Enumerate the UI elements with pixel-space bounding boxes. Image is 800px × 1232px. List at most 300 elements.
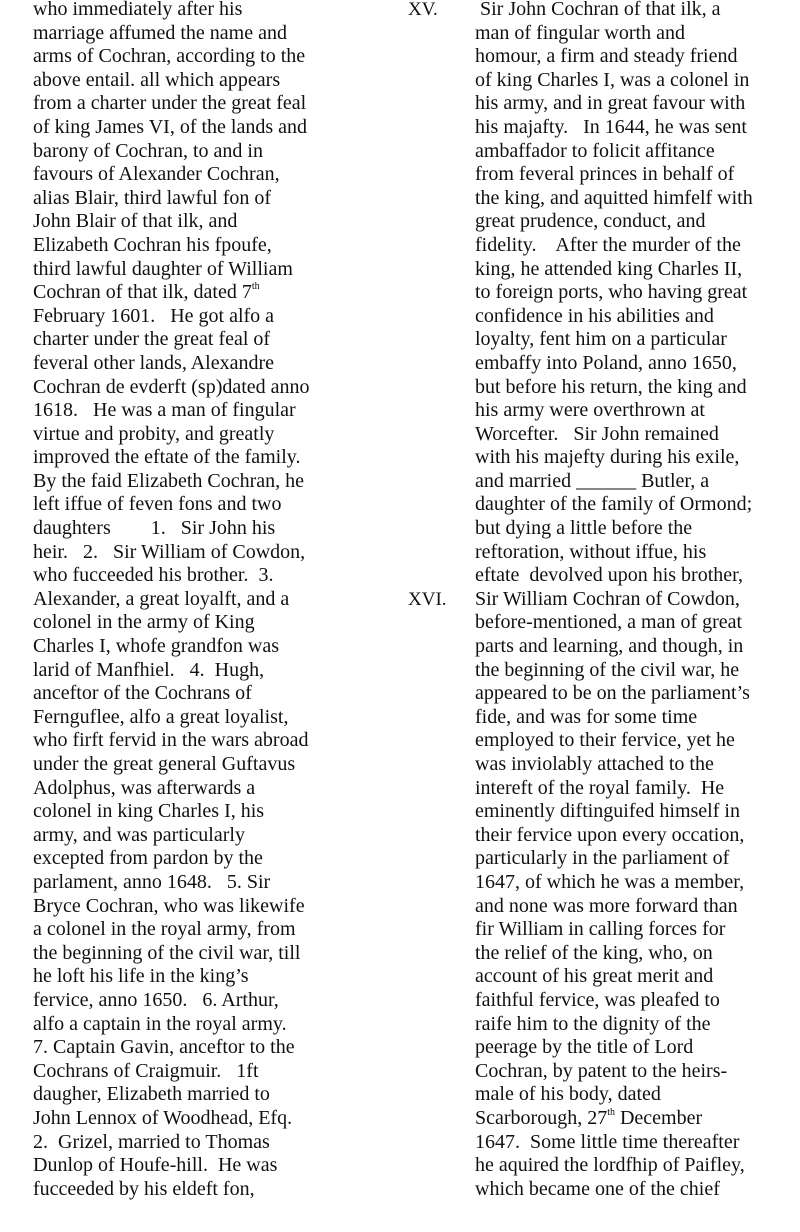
- text-line: [33, 682, 353, 706]
- line-text: [475, 1036, 693, 1060]
- text-line: [33, 706, 353, 730]
- line-text-main: Sir William Cochran of Cowdon,: [475, 587, 740, 610]
- line-text: [33, 1107, 292, 1129]
- text-line: [33, 1131, 353, 1155]
- section-numeral: XV.: [408, 0, 438, 20]
- line-text: [33, 116, 307, 138]
- text-line: [400, 376, 800, 400]
- text-line: [400, 258, 800, 282]
- line-text: [33, 328, 270, 350]
- line-text-main: embaffy into Poland, anno 1650,: [475, 351, 737, 374]
- line-text-main: employed to their fervice, yet he: [475, 729, 735, 752]
- line-text: [33, 847, 263, 869]
- text-line: [400, 45, 800, 69]
- line-text: [475, 423, 719, 447]
- line-text-main: particularly in the parliament of: [475, 847, 730, 870]
- text-line: [400, 871, 800, 895]
- line-text-main: Fernguflee, alfo a great loyalist,: [33, 705, 289, 728]
- ordinal-superscript: th: [607, 1106, 615, 1118]
- text-line: [33, 187, 353, 211]
- text-line: [33, 493, 353, 517]
- text-line: [400, 210, 800, 234]
- text-line: [33, 210, 353, 234]
- line-text-main: Cochrans of Craigmuir. 1ft: [33, 1059, 259, 1082]
- line-text: [33, 564, 273, 586]
- text-line: [33, 564, 353, 588]
- text-line: [33, 753, 353, 777]
- line-text-main: alfo a captain in the royal army.: [33, 1012, 287, 1035]
- line-text: [33, 446, 301, 468]
- line-text-main: anceftor of the Cochrans of: [33, 682, 252, 705]
- line-text-main: confidence in his abilities and: [475, 304, 714, 327]
- line-text-main: was inviolably attached to the: [475, 753, 714, 775]
- text-line: [33, 376, 353, 400]
- line-text: [475, 92, 745, 116]
- line-text-main: but dying a little before the: [475, 517, 693, 540]
- line-text-main: his army, and in great favour with: [475, 92, 746, 115]
- line-text: [480, 0, 721, 22]
- text-line: [400, 517, 800, 541]
- line-text: [33, 777, 255, 799]
- text-line: [33, 0, 353, 22]
- text-line: [400, 847, 800, 871]
- line-text: [475, 989, 720, 1013]
- text-line: [33, 1013, 353, 1037]
- left-text-column: [33, 0, 353, 1201]
- text-line: [33, 847, 353, 871]
- text-line: [400, 470, 800, 494]
- text-line: [33, 163, 353, 187]
- line-text: [33, 895, 305, 917]
- text-line: [33, 45, 353, 69]
- line-text-main: of king James VI, of the lands and: [33, 115, 308, 138]
- line-text-main: of king Charles I, was a colonel in: [475, 68, 750, 91]
- line-text: [475, 493, 752, 517]
- line-text-main: the relief of the king, who, on: [475, 941, 713, 964]
- line-text: [475, 1131, 739, 1155]
- line-text-after: December: [614, 1106, 703, 1129]
- line-text-main: favours of Alexander Cochran,: [33, 163, 280, 186]
- text-line: [33, 942, 353, 966]
- text-line: [400, 729, 800, 753]
- text-line: [400, 1131, 800, 1155]
- text-line: [33, 22, 353, 46]
- line-text-main: man of fingular worth and: [475, 21, 685, 44]
- text-line: [400, 942, 800, 966]
- line-text: [33, 258, 293, 280]
- text-line: [33, 895, 353, 919]
- line-text-main: February 1601. He got alfo a: [33, 304, 275, 327]
- line-text: [475, 1178, 720, 1202]
- line-text-main: before-mentioned, a man of great: [475, 611, 743, 634]
- line-text-main: under the great general Guftavus: [33, 753, 296, 775]
- line-text: [33, 352, 274, 374]
- line-text: [33, 1013, 287, 1035]
- line-text-main: daugher, Elizabeth married to: [33, 1083, 270, 1106]
- line-text-main: their fervice upon every occation,: [475, 823, 745, 846]
- text-line: [400, 1107, 800, 1131]
- section-numeral: XVI.: [408, 588, 447, 610]
- line-text: [475, 847, 729, 871]
- line-text-main: and none was more forward than: [475, 894, 738, 917]
- line-text-main: heir. 2. Sir William of Cowdon,: [33, 540, 306, 563]
- text-line: [400, 22, 800, 46]
- line-text-main: excepted from pardon by the: [33, 847, 263, 870]
- line-text-main: his army were overthrown at: [475, 399, 705, 422]
- line-text-main: faithful fervice, was pleafed to: [475, 988, 720, 1011]
- line-text-main: Elizabeth Cochran his fpoufe,: [33, 233, 272, 256]
- text-line: [400, 0, 800, 22]
- line-text: [33, 0, 242, 20]
- text-line: [33, 1178, 353, 1202]
- line-text-main: which became one of the chief: [475, 1177, 720, 1200]
- line-text: [475, 729, 735, 753]
- line-text-main: 1618. He was a man of fingular: [33, 399, 296, 422]
- line-text-main: the beginning of the civil war, he: [475, 658, 740, 681]
- line-text-main: Alexander, a great loyalft, and a: [33, 587, 290, 610]
- text-line: [33, 92, 353, 116]
- line-text: [33, 140, 263, 162]
- text-line: [400, 1013, 800, 1037]
- line-text-main: he aquired the lordfhip of Paifley,: [475, 1154, 745, 1177]
- line-text: [475, 140, 715, 164]
- line-text-main: daughters 1. Sir John his: [33, 517, 276, 540]
- line-text: [475, 942, 713, 966]
- line-text: [475, 163, 734, 187]
- line-text-main: eftate devolved upon his brother,: [475, 564, 744, 587]
- text-line: [400, 493, 800, 517]
- text-line: [400, 446, 800, 470]
- text-line: [33, 423, 353, 447]
- text-line: [400, 706, 800, 730]
- text-line: [400, 541, 800, 565]
- line-text-main: king, he attended king Charles II,: [475, 257, 743, 280]
- line-text-main: 1647, of which he was a member,: [475, 870, 745, 893]
- line-text-main: army, and was particularly: [33, 823, 245, 846]
- text-line: [33, 352, 353, 376]
- line-text: [475, 965, 713, 989]
- line-text: [33, 45, 305, 67]
- line-text: [33, 1131, 270, 1153]
- line-text: [475, 234, 741, 258]
- line-text-main: who fucceeded his brother. 3.: [33, 564, 274, 587]
- line-text: [33, 965, 249, 987]
- text-line: [33, 258, 353, 282]
- text-line: [400, 1154, 800, 1178]
- line-text: [475, 281, 747, 305]
- text-line: [33, 918, 353, 942]
- ordinal-superscript: th: [251, 281, 260, 293]
- line-text-main: feveral other lands, Alexandre: [33, 351, 275, 374]
- line-text-main: 1647. Some little time thereafter: [475, 1130, 740, 1153]
- line-text-main: who immediately after his: [33, 0, 243, 20]
- text-line: [400, 989, 800, 1013]
- text-line: [33, 328, 353, 352]
- line-text: [33, 729, 308, 751]
- line-text: [33, 470, 304, 492]
- text-line: [400, 611, 800, 635]
- line-text: [33, 493, 281, 515]
- line-text: [33, 69, 280, 91]
- text-line: [400, 423, 800, 447]
- text-line: [400, 588, 800, 612]
- line-text: [33, 1060, 259, 1082]
- line-text: [475, 258, 742, 282]
- line-text-main: appeared to be on the parliament’s: [475, 682, 750, 705]
- line-text: [33, 1083, 270, 1105]
- line-text: [475, 352, 737, 376]
- line-text-main: eminently diftinguifed himself in: [475, 800, 740, 823]
- line-text: [475, 800, 740, 824]
- line-text: [33, 942, 300, 964]
- text-line: [33, 1154, 353, 1178]
- line-text-main: he loft his life in the king’s: [33, 965, 249, 988]
- text-line: [400, 399, 800, 423]
- line-text-main: 7. Captain Gavin, anceftor to the: [33, 1036, 295, 1059]
- text-line: [33, 399, 353, 423]
- text-line: [33, 1060, 353, 1084]
- line-text-main: colonel in the army of King: [33, 611, 255, 634]
- line-text: [475, 871, 744, 895]
- line-text: [33, 800, 264, 822]
- line-text: [33, 824, 245, 846]
- line-text-main: larid of Manfhiel. 4. Hugh,: [33, 658, 265, 681]
- line-text-main: but before his return, the king and: [475, 375, 747, 398]
- text-line: [400, 753, 800, 777]
- line-text: [475, 210, 705, 234]
- line-text-main: peerage by the title of Lord: [475, 1036, 694, 1059]
- line-text: [33, 871, 270, 893]
- line-text: [475, 1013, 711, 1037]
- text-line: [400, 69, 800, 93]
- line-text: [475, 541, 706, 565]
- text-line: [400, 305, 800, 329]
- line-text-main: great prudence, conduct, and: [475, 210, 706, 233]
- line-text-main: loyalty, fent him on a particular: [475, 328, 727, 351]
- line-text: [33, 399, 296, 421]
- line-text: [475, 69, 749, 93]
- line-text-main: fervice, anno 1650. 6. Arthur,: [33, 988, 279, 1011]
- line-text-main: alias Blair, third lawful fon of: [33, 186, 272, 209]
- line-text: [33, 989, 279, 1011]
- line-text-main: parts and learning, and though, in: [475, 635, 744, 658]
- line-text-main: Dunlop of Houfe-hill. He was: [33, 1154, 278, 1177]
- line-text-main: the king, and aquitted himfelf with: [475, 186, 753, 209]
- line-text: [475, 1154, 745, 1178]
- line-text-main: from feveral princes in behalf of: [475, 163, 735, 186]
- text-line: [33, 470, 353, 494]
- line-text: [475, 1107, 702, 1131]
- text-line: [33, 824, 353, 848]
- line-text: [475, 682, 750, 706]
- line-text-main: fir William in calling forces for: [475, 918, 726, 941]
- line-text-main: his majafty. In 1644, he was sent: [475, 115, 747, 138]
- line-text: [33, 376, 310, 398]
- line-text-main: male of his body, dated: [475, 1083, 661, 1106]
- line-text-main: charter under the great feal of: [33, 328, 271, 351]
- text-line: [400, 965, 800, 989]
- text-line: [33, 729, 353, 753]
- line-text: [475, 635, 743, 659]
- text-line: [400, 682, 800, 706]
- line-text: [33, 1178, 255, 1200]
- text-line: [400, 328, 800, 352]
- line-text: [475, 446, 739, 470]
- text-line: [400, 824, 800, 848]
- line-text: [475, 22, 685, 46]
- text-line: [400, 116, 800, 140]
- line-text: [33, 635, 279, 657]
- line-text: [33, 682, 252, 704]
- line-text: [33, 611, 255, 633]
- line-text-main: and married ______ Butler, a: [475, 469, 710, 492]
- line-text-main: fidelity. After the murder of the: [475, 233, 741, 256]
- line-text: [33, 92, 306, 114]
- text-line: [33, 777, 353, 801]
- text-line: [33, 517, 353, 541]
- line-text-main: Scarborough, 27: [475, 1106, 608, 1129]
- text-line: [33, 965, 353, 989]
- line-text: [475, 659, 739, 683]
- line-text-main: Bryce Cochran, who was likewife: [33, 894, 305, 917]
- line-text: [33, 588, 289, 610]
- line-text: [475, 305, 714, 329]
- line-text-main: account of his great merit and: [475, 965, 714, 988]
- line-text: [475, 824, 744, 848]
- right-text-column: [400, 0, 800, 1201]
- line-text: [475, 45, 737, 69]
- text-line: [33, 611, 353, 635]
- line-text-main: Charles I, whofe grandfon was: [33, 635, 280, 658]
- line-text: [33, 187, 271, 209]
- line-text-main: a colonel in the royal army, from: [33, 918, 296, 941]
- line-text-main: from a charter under the great feal: [33, 92, 307, 115]
- line-text: [475, 116, 747, 140]
- text-line: [400, 659, 800, 683]
- text-line: [33, 281, 353, 305]
- line-text: [33, 753, 295, 775]
- text-line: [33, 1107, 353, 1131]
- text-line: [400, 800, 800, 824]
- line-text-main: Cochran de evderft (sp)dated anno: [33, 375, 310, 398]
- text-line: [400, 777, 800, 801]
- line-text: [475, 470, 709, 494]
- line-text: [475, 376, 747, 400]
- line-text: [475, 706, 697, 730]
- text-line: [400, 281, 800, 305]
- line-text: [475, 611, 742, 635]
- line-text-main: above entail. all which appears: [33, 68, 281, 91]
- text-line: [33, 989, 353, 1013]
- line-text-main: John Blair of that ilk, and: [33, 210, 238, 233]
- text-line: [400, 895, 800, 919]
- text-line: [33, 116, 353, 140]
- text-line: [33, 234, 353, 258]
- text-line: [400, 234, 800, 258]
- line-text: [475, 564, 743, 588]
- line-text: [33, 918, 296, 940]
- line-text: [475, 399, 705, 423]
- line-text: [475, 1060, 727, 1084]
- line-text: [475, 895, 738, 919]
- line-text: [33, 517, 275, 539]
- text-line: [33, 140, 353, 164]
- text-line: [400, 1060, 800, 1084]
- line-text: [33, 706, 288, 728]
- line-text-main: reftoration, without iffue, his: [475, 540, 707, 563]
- line-text-main: raife him to the dignity of the: [475, 1012, 711, 1035]
- line-text-main: Cochran of that ilk, dated 7: [33, 281, 252, 304]
- line-text-main: who firft fervid in the wars abroad: [33, 729, 309, 752]
- text-line: [400, 1036, 800, 1060]
- line-text: [475, 328, 727, 352]
- text-line: [33, 69, 353, 93]
- line-text-main: marriage affumed the name and: [33, 21, 287, 44]
- line-text: [33, 659, 264, 681]
- line-text: [475, 187, 753, 211]
- line-text: [33, 305, 274, 327]
- line-text: [33, 541, 305, 563]
- line-text: [475, 517, 692, 541]
- text-line: [33, 1036, 353, 1060]
- line-text-main: Worcefter. Sir John remained: [475, 422, 719, 445]
- text-line: [33, 871, 353, 895]
- line-text: [33, 1154, 277, 1176]
- line-text: [475, 588, 740, 612]
- line-text-main: Cochran, by patent to the heirs-: [475, 1059, 728, 1082]
- text-line: [400, 918, 800, 942]
- line-text-main: the beginning of the civil war, till: [33, 941, 301, 964]
- line-text: [33, 423, 274, 445]
- text-line: [400, 92, 800, 116]
- line-text-main: barony of Cochran, to and in: [33, 139, 263, 162]
- line-text-main: Adolphus, was afterwards a: [33, 776, 256, 799]
- line-text-main: with his majefty during his exile,: [475, 446, 740, 469]
- line-text: [33, 281, 260, 303]
- line-text-main: homour, a firm and steady friend: [475, 45, 738, 68]
- line-text-main: fucceeded by his eldeft fon,: [33, 1177, 255, 1200]
- text-line: [33, 635, 353, 659]
- line-text: [475, 1083, 661, 1107]
- line-text-main: fide, and was for some time: [475, 705, 698, 728]
- line-text: [33, 210, 237, 232]
- line-text-main: intereft of the royal family. He: [475, 776, 725, 799]
- line-text: [475, 777, 724, 801]
- text-line: [400, 1178, 800, 1202]
- line-text-main: By the faid Elizabeth Cochran, he: [33, 469, 305, 492]
- line-text: [33, 163, 280, 185]
- line-text-main: colonel in king Charles I, his: [33, 800, 265, 823]
- line-text: [33, 234, 272, 256]
- line-text: [33, 1036, 295, 1058]
- line-text-main: improved the eftate of the family.: [33, 446, 301, 469]
- line-text-main: daughter of the family of Ormond;: [475, 493, 753, 516]
- line-text-main: left iffue of feven fons and two: [33, 493, 282, 516]
- text-line: [33, 446, 353, 470]
- text-line: [33, 305, 353, 329]
- text-line: [400, 564, 800, 588]
- text-line: [400, 635, 800, 659]
- line-text: [33, 22, 287, 44]
- line-text: [475, 753, 714, 777]
- line-text-main: to foreign ports, who having great: [475, 281, 748, 304]
- line-text-main: virtue and probity, and greatly: [33, 422, 275, 445]
- text-line: [400, 352, 800, 376]
- line-text-main: arms of Cochran, according to the: [33, 45, 306, 68]
- line-text-main: 2. Grizel, married to Thomas: [33, 1130, 270, 1153]
- line-text-main: ambaffador to folicit affitance: [475, 139, 715, 162]
- text-line: [400, 163, 800, 187]
